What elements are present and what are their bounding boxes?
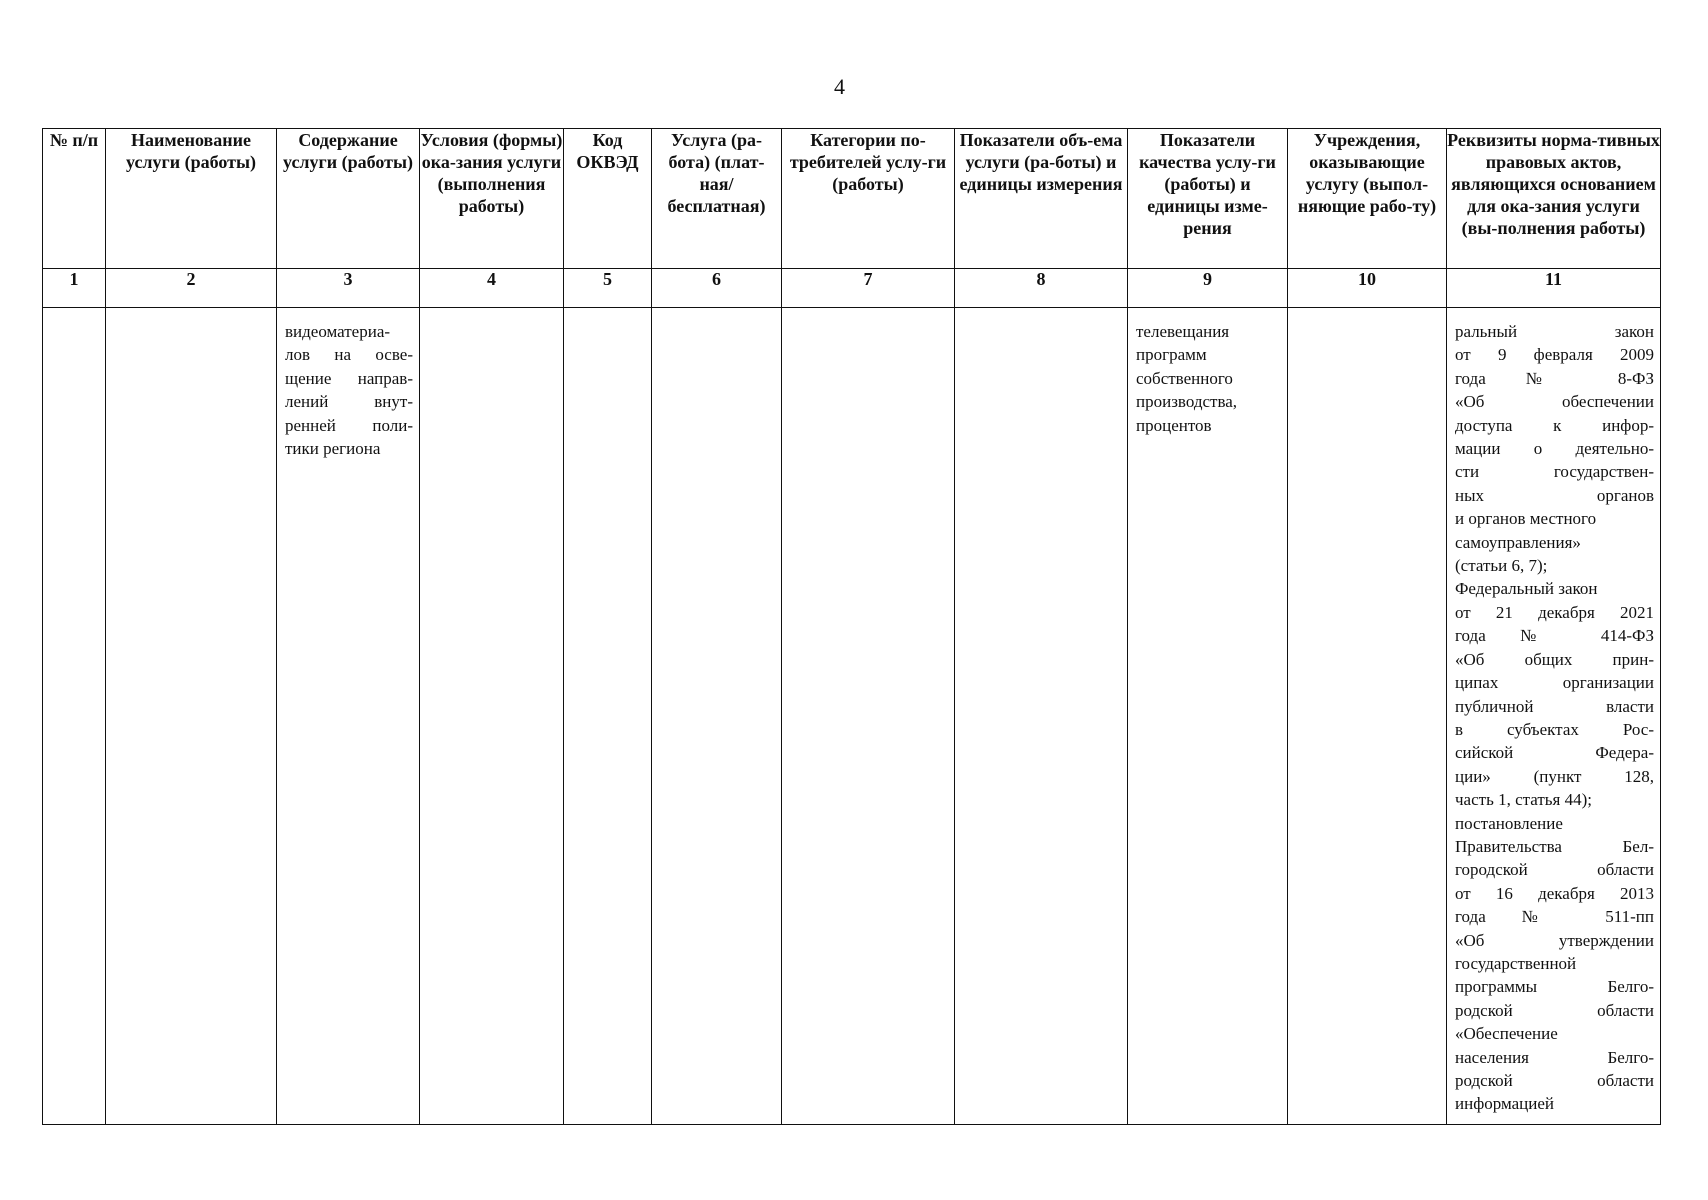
text-line: «Об утверждении	[1455, 930, 1654, 950]
cell-institutions	[1288, 308, 1447, 1125]
header-cell-8: Показатели объ-ема услуги (ра-боты) и единицы измерения	[955, 129, 1128, 269]
text-line: ципах организации	[1455, 673, 1654, 693]
text-line: тики региона	[285, 439, 381, 459]
column-number: 2	[106, 269, 277, 308]
text-line: телевещания	[1136, 322, 1230, 341]
column-number: 4	[420, 269, 564, 308]
text-line: родской области	[1455, 1071, 1654, 1090]
text-line: сти государствен-	[1455, 462, 1654, 482]
text-line: «Об общих прин-	[1455, 649, 1654, 669]
column-number: 10	[1288, 269, 1447, 308]
column-number: 3	[277, 269, 420, 308]
text-line: программы Белго-	[1455, 977, 1654, 997]
cell-service-content	[277, 308, 420, 1125]
column-number: 6	[652, 269, 782, 308]
text-line: публичной власти	[1455, 696, 1654, 716]
header-cell-7: Категории по-требителей услу-ги (работы)	[782, 129, 955, 269]
header-cell-4: Условия (формы) ока-зания услуги (выполнения работы)	[420, 129, 564, 269]
cell-service-name	[106, 308, 277, 1125]
text-line: ных органов	[1455, 485, 1654, 505]
column-number: 9	[1128, 269, 1288, 308]
text-line: от 21 декабря 2021	[1455, 602, 1654, 622]
column-number: 11	[1447, 269, 1661, 308]
text-line: Федеральный закон	[1455, 579, 1598, 599]
text-line: постановление	[1455, 813, 1563, 833]
text-line: (статьи 6, 7);	[1455, 556, 1548, 576]
text-line: года № 511-пп	[1455, 907, 1654, 927]
header-cell-10: Учреждения, оказывающие услугу (выпол-няющие рабо-ту)	[1288, 129, 1447, 269]
text-line: ции» (пункт 128,	[1455, 766, 1654, 786]
column-number-row	[43, 269, 1661, 308]
cell-consumer-categories	[782, 308, 955, 1125]
text-line: городской области	[1455, 860, 1654, 880]
column-number: 1	[43, 269, 106, 308]
text-line: года № 414-ФЗ	[1455, 626, 1654, 646]
header-cell-11: Реквизиты норма-тивных правовых актов, являющихся основанием для ока-зания услуги (вы-полнения работы)	[1447, 129, 1661, 269]
cell-legal-acts	[1447, 308, 1661, 1125]
text-line: в субъектах Рос-	[1455, 719, 1654, 739]
header-cell-3: Содержание услуги (работы)	[277, 129, 420, 269]
legal-acts-text	[1447, 308, 1660, 1122]
text-line: ральный закон	[1455, 322, 1654, 341]
text-line: населения Белго-	[1455, 1047, 1654, 1067]
cell-quality-indicators	[1128, 308, 1288, 1125]
text-line: лов на осве-	[285, 345, 413, 365]
text-line: информацией	[1455, 1094, 1554, 1114]
cell-volume-indicators	[955, 308, 1128, 1125]
header-cell-6: Услуга (ра-бота) (плат-ная/ бесплатная)	[652, 129, 782, 269]
text-line: видеоматериа-	[285, 322, 391, 341]
text-line: Правительства Бел-	[1455, 836, 1654, 856]
text-line: года № 8-ФЗ	[1455, 368, 1654, 388]
header-cell-5: Код ОКВЭД	[564, 129, 652, 269]
text-line: «Об обеспечении	[1455, 392, 1654, 412]
services-table	[42, 128, 1661, 1125]
text-line: лений внут-	[285, 392, 413, 412]
text-line: производства,	[1136, 392, 1238, 412]
text-line: самоуправления»	[1455, 532, 1581, 552]
text-line: сийской Федера-	[1455, 743, 1654, 763]
header-cell-1: № п/п	[43, 129, 106, 269]
service-content-text	[277, 308, 419, 466]
text-line: ренней поли-	[285, 415, 413, 435]
text-line: государственной	[1455, 953, 1577, 973]
text-line: родской области	[1455, 1000, 1654, 1020]
text-line: процентов	[1136, 415, 1212, 435]
header-cell-2: Наименование услуги (работы)	[106, 129, 277, 269]
text-line: от 9 февраля 2009	[1455, 345, 1654, 365]
text-line: программ	[1136, 345, 1207, 365]
cell-number	[43, 308, 106, 1125]
text-line: от 16 декабря 2013	[1455, 883, 1654, 903]
text-line: «Обеспечение	[1455, 1024, 1558, 1044]
text-line: мации о деятельно-	[1455, 439, 1654, 459]
header-row	[43, 129, 1661, 269]
table-row	[43, 308, 1661, 1125]
text-line: часть 1, статья 44);	[1455, 790, 1592, 810]
cell-okved	[564, 308, 652, 1125]
quality-indicators-text	[1128, 308, 1287, 443]
header-cell-9: Показатели качества услу-ги (работы) и единицы изме-рения	[1128, 129, 1288, 269]
cell-paid-free	[652, 308, 782, 1125]
text-line: и органов местного	[1455, 509, 1597, 529]
text-line: собственного	[1136, 368, 1233, 388]
column-number: 5	[564, 269, 652, 308]
column-number: 7	[782, 269, 955, 308]
column-number: 8	[955, 269, 1128, 308]
text-line: щение направ-	[285, 368, 413, 388]
page-number: 4	[834, 74, 845, 99]
text-line: доступа к инфор-	[1455, 415, 1654, 435]
cell-conditions	[420, 308, 564, 1125]
